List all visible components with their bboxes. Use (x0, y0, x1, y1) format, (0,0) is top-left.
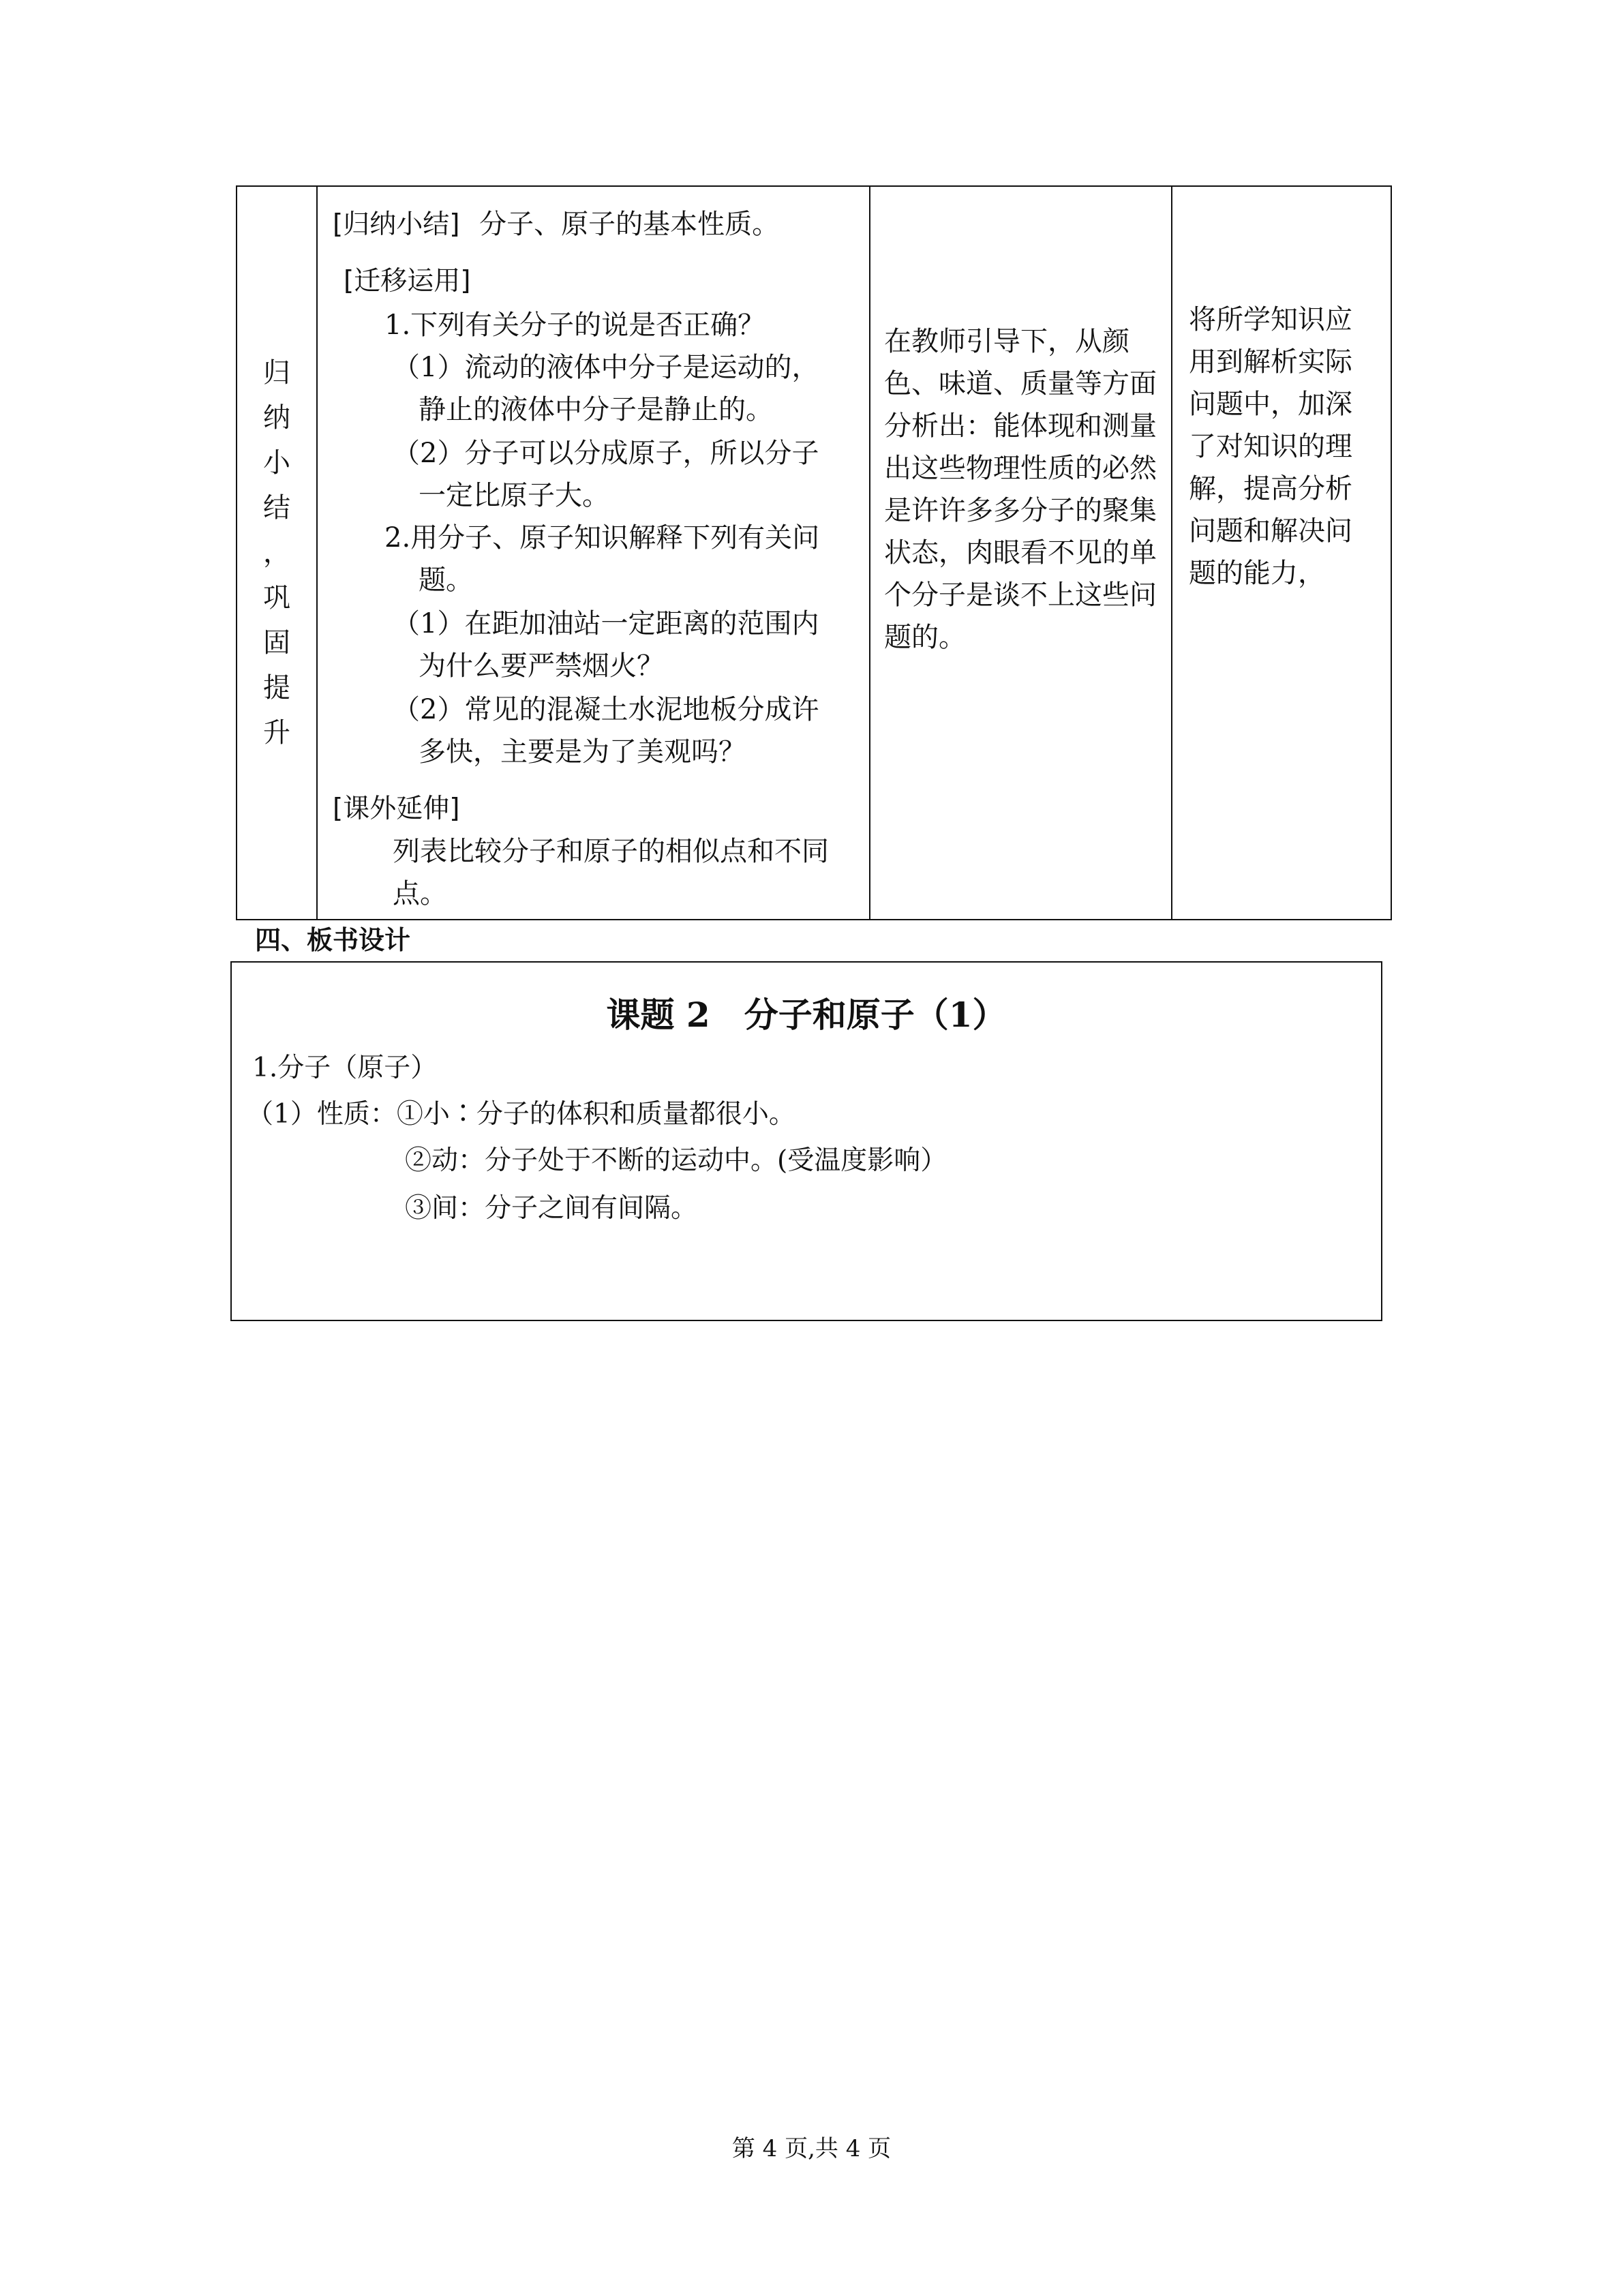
question-1: 1.下列有关分子的说是否正确？ (384, 309, 765, 341)
stage-char: 纳 (263, 402, 290, 434)
stage-char: 巩 (263, 582, 290, 614)
board-line: ③间：分子之间有间隔。 (405, 1193, 698, 1224)
stage-char: 提 (263, 672, 290, 704)
summary-line (333, 207, 779, 242)
summary-tag: [归纳小结] (333, 209, 460, 240)
stage-char: ， (263, 537, 290, 569)
question-2-item-2: （2）常见的混凝土水泥地板分成许 (393, 694, 819, 725)
summary-text: 分子、原子的基本性质。 (479, 209, 780, 240)
question-1-item-1-cont: 静止的液体中分子是静止的。 (419, 394, 773, 425)
extension-tag: [课外延伸] (333, 794, 460, 824)
question-1-item-1: （1）流动的液体中分子是运动的， (393, 352, 819, 383)
board-title: 课题 2 分子和原子（1） (606, 995, 1007, 1035)
table-row (237, 186, 1391, 920)
stage-char: 固 (263, 627, 290, 659)
board-line: ②动：分子处于不断的运动中。(受温度影响） (405, 1145, 947, 1176)
student-activity-text: 在教师引导下，从颜色、味道、质量等方面分析出：能体现和测量出这些物理性质的必然是许许多多分子的聚集状态，肉眼看不见的单个分子是谈不上这些问题的。 (884, 326, 1157, 653)
question-1-item-2: （2）分子可以分成原子，所以分子 (393, 438, 819, 469)
board-line: （1）性质：①小∶分子的体积和质量都很小。 (247, 1099, 795, 1130)
extension-text: 列表比较分子和原子的相似点和不同 (393, 836, 829, 867)
stage-char: 小 (263, 447, 290, 479)
design-intent-cell (1172, 186, 1391, 920)
design-intent-text: 将所学知识应用到解析实际问题中，加深了对知识的理解，提高分析问题和解决问题的能力， (1189, 304, 1352, 589)
board-design-box (230, 961, 1382, 1321)
stage-cell (237, 186, 317, 920)
extension-text-cont: 点。 (393, 878, 447, 909)
lesson-table (236, 185, 1392, 920)
question-2-item-2-cont: 多快，主要是为了美观吗？ (419, 736, 746, 768)
teacher-activity-cell (317, 186, 870, 920)
question-1-item-2-cont: 一定比原子大。 (419, 480, 609, 511)
question-2: 2.用分子、原子知识解释下列有关问 (384, 522, 820, 554)
stage-char: 归 (263, 357, 290, 389)
stage-char: 结 (263, 492, 290, 524)
student-activity-cell (870, 186, 1172, 920)
question-2-item-1-cont: 为什么要严禁烟火？ (419, 650, 664, 682)
question-2-item-1: （1）在距加油站一定距离的范围内 (393, 608, 819, 639)
board-line: 1.分子（原子） (252, 1053, 438, 1083)
question-2-cont: 题。 (419, 564, 473, 596)
section-heading: 四、板书设计 (255, 925, 411, 955)
page-footer: 第 4 页,共 4 页 (731, 2135, 892, 2162)
stage-char: 升 (263, 717, 290, 749)
transfer-tag: [迁移运用] (344, 266, 471, 297)
